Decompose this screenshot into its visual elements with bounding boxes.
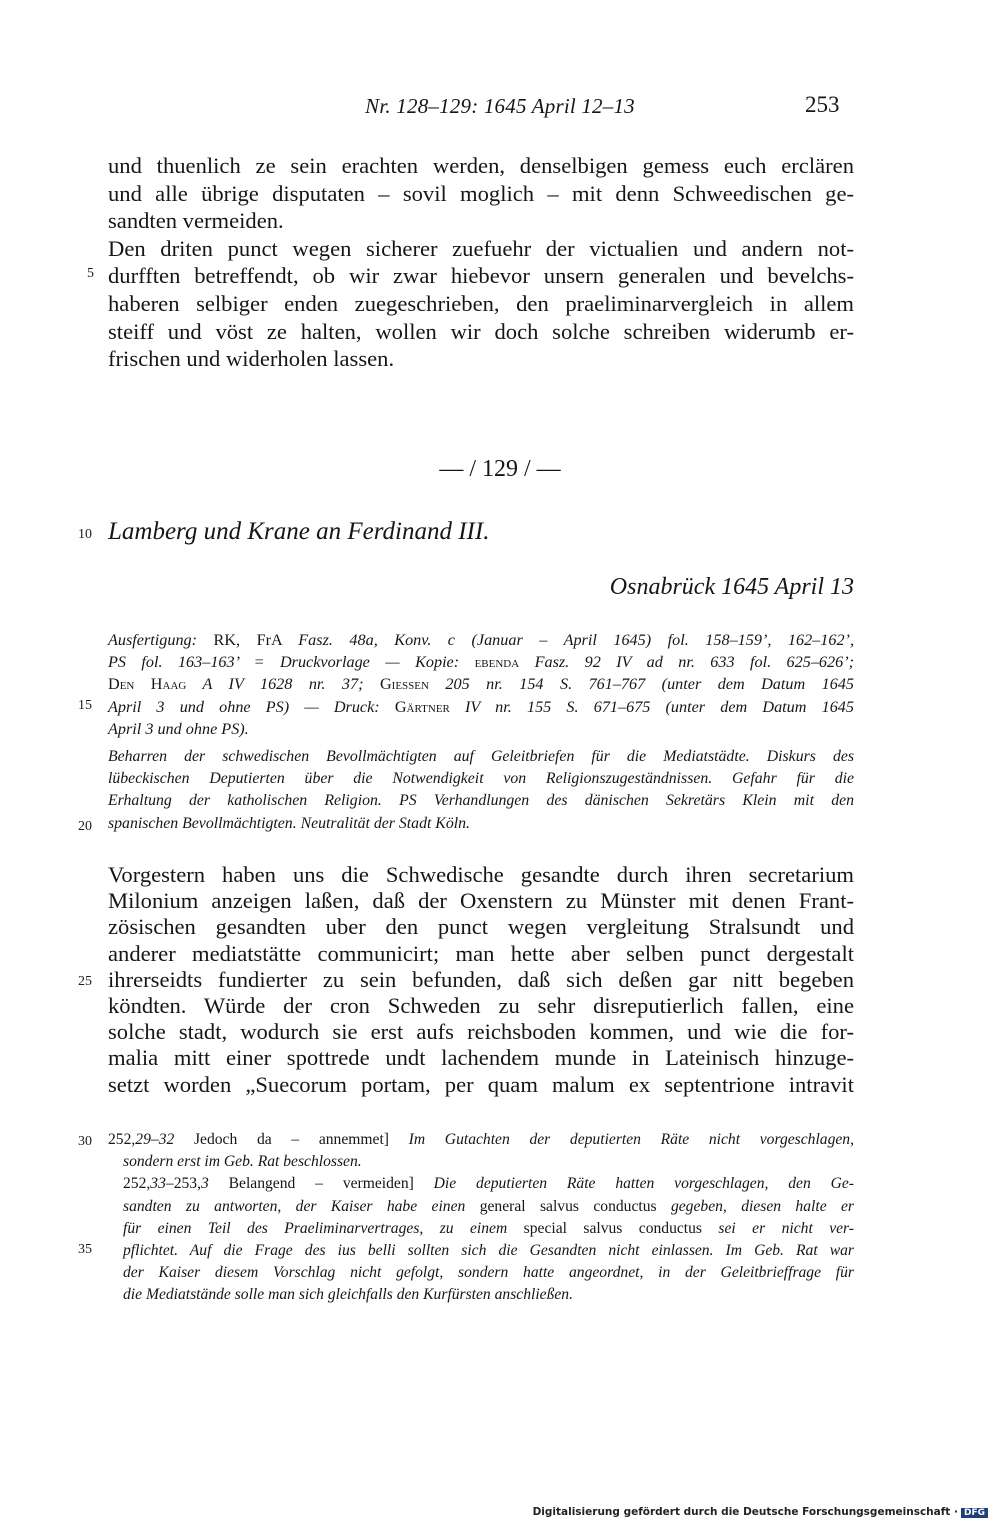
- line-number: 10: [78, 527, 92, 542]
- body-line: ihrerseidts fundierter zu sein befunden, daß sich deßen gar nitt begeben: [108, 966, 854, 992]
- line-number: 30: [78, 1134, 92, 1149]
- text-line: Den driten punct wegen sicherer zuefuehr der victualien und andern not-: [108, 235, 854, 261]
- document-title: Lamberg und Krane an Ferdinand III.: [108, 518, 490, 545]
- text-line: haberen selbiger enden zuegeschrieben, den praeliminarvergleich in allem: [108, 290, 854, 316]
- body-line: köndten. Würde der cron Schweden zu sehr disreputierlich fallen, eine: [108, 993, 854, 1019]
- line-number: 35: [78, 1242, 92, 1257]
- letter-body: [108, 862, 854, 1098]
- footnote-line: 252,29–32 Jedoch da – annemmet] Im Gutachten der deputierten Räte nicht vorgeschlagen,: [108, 1131, 855, 1148]
- line-number: 25: [78, 974, 92, 989]
- document-number-heading: — / 129 / —: [439, 456, 561, 482]
- footnote-line: sondern erst im Geb. Rat beschlossen.: [123, 1153, 362, 1171]
- source-line: April 3 und ohne PS) — Druck: Gärtner IV nr. 155 S. 671–675 (unter dem Datum 1645: [108, 697, 854, 716]
- text-line: durfften betreffendt, ob wir zwar hiebevor unsern generalen und bevelchs-: [108, 263, 854, 289]
- body-line: solche stadt, wodurch sie erst aufs reichsboden kommen, und wie die for-: [108, 1019, 854, 1045]
- text-line: und alle übrige disputaten – sovil moglich – mit denn Schweedischen ge-: [108, 180, 854, 206]
- body-line: Vorgestern haben uns die Schwedische gesandte durch ihren secretarium: [108, 862, 854, 887]
- source-line: April 3 und ohne PS).: [108, 719, 249, 738]
- body-line: malia mitt einer spottrede undt lachendem munde in Lateinisch hinzuge-: [108, 1045, 854, 1071]
- footnotes: [108, 1129, 854, 1307]
- summary-line: spanischen Bevollmächtigten. Neutralität der Stadt Köln.: [108, 814, 470, 832]
- source-line: Den Haag A IV 1628 nr. 37; Giessen 205 nr. 154 S. 761–767 (unter dem Datum 1645: [108, 675, 855, 694]
- body-line: Milonium anzeigen laßen, daß der Oxenstern zu Münster mit denen Frant-: [108, 888, 854, 914]
- page-number: 253: [805, 92, 840, 117]
- footnote-line: der Kaiser diesem Vorschlag nicht gefolgt, sondern hatte angeordnet, in der Geleitbrieffrage für: [123, 1264, 854, 1282]
- source-line: Ausfertigung: RK, FrA Fasz. 48a, Konv. c (Januar – April 1645) fol. 158–159’, 162–162’,: [108, 631, 854, 649]
- summary-line: lübeckischen Deputierten über die Notwendigkeit von Religionszugeständnissen. Gefahr für die: [108, 770, 854, 788]
- source-note: [108, 629, 854, 740]
- text-line: frischen und widerholen lassen.: [108, 346, 395, 372]
- footnote-line: pflichtet. Auf die Frage des ius belli sollten sich die Gesandten nicht einlassen. Im Geb. Rat war: [123, 1242, 854, 1260]
- line-number: 20: [78, 819, 92, 834]
- summary-line: Beharren der schwedischen Bevollmächtigten auf Geleitbriefen für die Mediatstädte. Diskurs des: [108, 748, 854, 765]
- digitization-credit: [533, 1506, 988, 1518]
- intro-paragraph: [108, 152, 854, 373]
- line-number: 15: [78, 698, 92, 713]
- dfg-logo: DFG: [961, 1508, 988, 1518]
- credit-text: Digitalisierung gefördert durch die Deutsche Forschungsgemeinschaft ·: [532, 1506, 958, 1518]
- line-number: 5: [87, 266, 94, 281]
- body-line: zösischen gesandten uber den punct wegen vergleitung Stralsundt und: [108, 914, 854, 940]
- body-line: setzt worden „Suecorum portam, per quam malum ex septentrione intravit: [108, 1071, 854, 1097]
- footnote-line: 252,33–253,3 Belangend – vermeiden] Die deputierten Räte hatten vorgeschlagen, den Ge-: [123, 1175, 855, 1193]
- footnote-line: die Mediatstände solle man sich gleichfalls den Kurfürsten anschließen.: [123, 1286, 573, 1304]
- summary-line: Erhaltung der katholischen Religion. PS Verhandlungen des dänischen Sekretärs Klein mit den: [108, 792, 854, 810]
- document-place-date: Osnabrück 1645 April 13: [609, 574, 854, 600]
- footnote-line: sandten zu antworten, der Kaiser habe einen general salvus conductus gegeben, diesen halte er: [123, 1197, 854, 1215]
- running-header: Nr. 128–129: 1645 April 12–13: [365, 94, 635, 118]
- body-line: anderer mediatstätte communicirt; man hette aber selben punct dergestalt: [108, 940, 854, 966]
- source-line: PS fol. 163–163’ = Druckvorlage — Kopie: ebenda Fasz. 92 IV ad nr. 633 fol. 625–626’;: [108, 653, 854, 672]
- footnote-line: für einen Teil des Praeliminarvertrages, zu einem special salvus conductus sei er nicht ver-: [123, 1219, 854, 1237]
- text-line: und thuenlich ze sein erachten werden, denselbigen gemess euch erclären: [108, 153, 854, 178]
- text-line: steiff und vöst ze halten, wollen wir doch solche schreiben widerumb er-: [108, 318, 854, 344]
- regest-summary: [108, 746, 854, 835]
- text-line: sandten vermeiden.: [108, 208, 284, 234]
